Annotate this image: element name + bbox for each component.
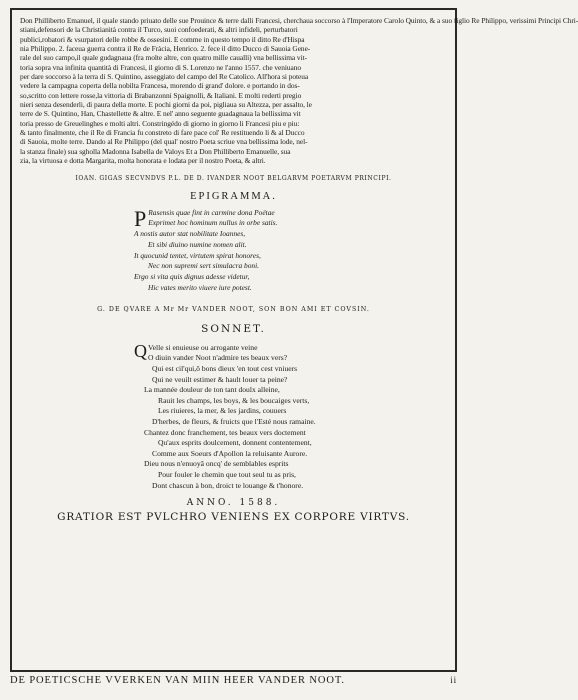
running-footer bbox=[10, 675, 457, 686]
prose-line: zia, la virtuosa e dotta Margarita, molta honorata e lodata per il nostro Poeta, & altri. bbox=[20, 156, 266, 166]
page-frame bbox=[10, 8, 578, 672]
sonnet-line: D'herbes, de fleurs, & fruicts que l'Esté nous ramaine. bbox=[152, 417, 316, 427]
sonnet-line: O diuin vander Noot n'admire tes beaux vers? bbox=[148, 353, 288, 363]
prose-line: nia Philippo. 2. faceua guerra contra il Re de Fràcia, Henrico. 2. fece il ditto Ducco di Sauoia Gene- bbox=[20, 44, 311, 54]
epigram-line: Rasensis quae fint in carmine dona Poëtae bbox=[148, 207, 275, 217]
epigram-line: Et sibi diuino numine nomen alit. bbox=[148, 239, 247, 249]
sonnet-dedication: G. DE QVARE A Mr Mr VANDER NOOT, SON BON AMI ET COVSIN. bbox=[97, 305, 370, 313]
epigram-verse bbox=[134, 205, 447, 294]
motto-line: GRATIOR EST PVLCHRO VENIENS EX CORPORE VIRTVS. bbox=[57, 511, 410, 524]
footer-title: DE POETICSCHE VVERKEN VAN MIIN HEER VANDER NOOT. bbox=[10, 675, 345, 686]
sonnet-line: Qui est cil'qui,ô bons dieux 'en tout cest vniuers bbox=[152, 364, 298, 374]
epigram-line: Hic vates merito viuere iure potest. bbox=[148, 283, 252, 293]
year-line: ANNO. 1588. bbox=[186, 498, 281, 509]
epigram-dropcap: P bbox=[134, 205, 147, 231]
epigram-line: It quocunid tentet, virtutem spirat honores, bbox=[134, 250, 261, 260]
prose-line: la stanza finale) sua sgholla Madonna Isabella de Valoys Et a Don Philliberto Emanuelle, sua bbox=[20, 146, 291, 156]
sonnet-line: Les riuieres, la mer, & les jardins, couuers bbox=[158, 406, 287, 416]
page-number: ii bbox=[450, 675, 457, 685]
sonnet-dropcap: Q bbox=[134, 340, 147, 361]
sonnet-verse bbox=[134, 340, 447, 491]
sonnet-line: Dont chascun à bon, droict te louange & t'honore. bbox=[152, 480, 304, 490]
epigram-title: EPIGRAMMA. bbox=[190, 190, 277, 202]
prose-line: so,scritto con lettere rosse,la vittoria di Brabanzonni Spaignolli, & Italiani. E molti rederti pregio bbox=[20, 90, 302, 100]
sonnet-line: Qu'aux esprits doulcement, donnent contentement, bbox=[158, 438, 312, 448]
sonnet-line: Rauit les champs, les boys, & les boucaiges verts, bbox=[158, 395, 310, 405]
prose-line: & tanto finalmente, che il Re di Francia fu constreto di fare pace col' Re restituendo li & al Ducco bbox=[20, 128, 305, 138]
sonnet-line: Dieu nous n'enuoyâ oncq' de semblables esprits bbox=[144, 459, 289, 469]
epigram-line: Nec non supremi sert simulacra boni. bbox=[148, 261, 259, 271]
sonnet-line: Chantez donc franchement, tes beaux vers doctement bbox=[144, 427, 306, 437]
sonnet-line: Velle si enuieuse ou arrogante veine bbox=[148, 342, 258, 352]
sonnet-title: SONNET. bbox=[201, 322, 266, 335]
prose-line: nieri senza desenderli, di paura della morte. E pochi giorni da poi, pigliaua su Altezza, per assalto, le bbox=[20, 100, 312, 110]
prose-line: publici,robatori & vsurpatori delle robbe & ossesini. E comme in questo tempo il ditto Re d'Hispa bbox=[20, 34, 305, 44]
prose-line: rale del suo campo,il quale gudagnaua (fra molte altre, con quatro mille caualli) vna bellissima vit- bbox=[20, 53, 307, 63]
sonnet-line: Pour fouler le chemin que tout seul tu as pris, bbox=[158, 470, 296, 479]
sonnet-line: La mannée douleur de ton tant doulx alleine, bbox=[144, 385, 280, 395]
prose-line: terre de S. Quintino, Han, Chastellette & altre. E nel' anno seguente guadagnaua la bellissima vit bbox=[20, 109, 301, 119]
epigram-line: A nostis autor stat nobilitate Ioannes, bbox=[134, 229, 246, 239]
prose-paragraph bbox=[20, 16, 578, 166]
prose-line: di Sauoia, molte terre. Dando al Re Philippo (del qual' nostro Poeta scriue vna bellissima lode, nel- bbox=[20, 137, 308, 147]
prose-line: Don Philliberto Emanuel, il quale stando priuato delle sue Prouince & terre dalli Francesi, cherchaua soccorso à l'Imperatore Carolo Quinto, & a suo figlio Re Philippo, verissimi Principi Chri- bbox=[20, 16, 578, 25]
epigram-line: Exprimet hoc hominum nullus in orbe satis. bbox=[148, 218, 278, 228]
prose-line: per dare soccorso à la terra di S. Quintino, asseggiato del campo del Re Catolico. All'hora si poteua bbox=[20, 72, 309, 82]
epigram-line: Ergo si vita quis dignus adesse videtur, bbox=[134, 272, 250, 282]
sonnet-line: Qui ne veuilt estimer & hault louer ta peine? bbox=[152, 374, 288, 384]
prose-line: toria presso de Greuelinghes e molti altri. Constringédo di giorno in giorno li Francesi piu e piu: bbox=[20, 118, 300, 128]
prose-line: toria sopra vna infinita quantità di Francesi, il giorno di S. Lorenzo ne l'anno 1557. che veniuano bbox=[20, 62, 302, 72]
sonnet-line: Comme aux Soeurs d'Apollon la reluisante Aurore. bbox=[152, 448, 308, 458]
prose-line: vedere la campagna coperta della nobilta Francesa, morendo di grand' dolore. e portando in dos- bbox=[20, 81, 300, 91]
dedication-heading: IOAN. GIGAS SECVNDVS P.L. DE D. IVANDER NOOT BELGARVM POETARVM PRINCIPI. bbox=[75, 174, 392, 182]
prose-line: stiani,defensori de la Christianità contra il Turco, suoi confoederati, & altri infideli, perturbatori bbox=[20, 25, 298, 35]
